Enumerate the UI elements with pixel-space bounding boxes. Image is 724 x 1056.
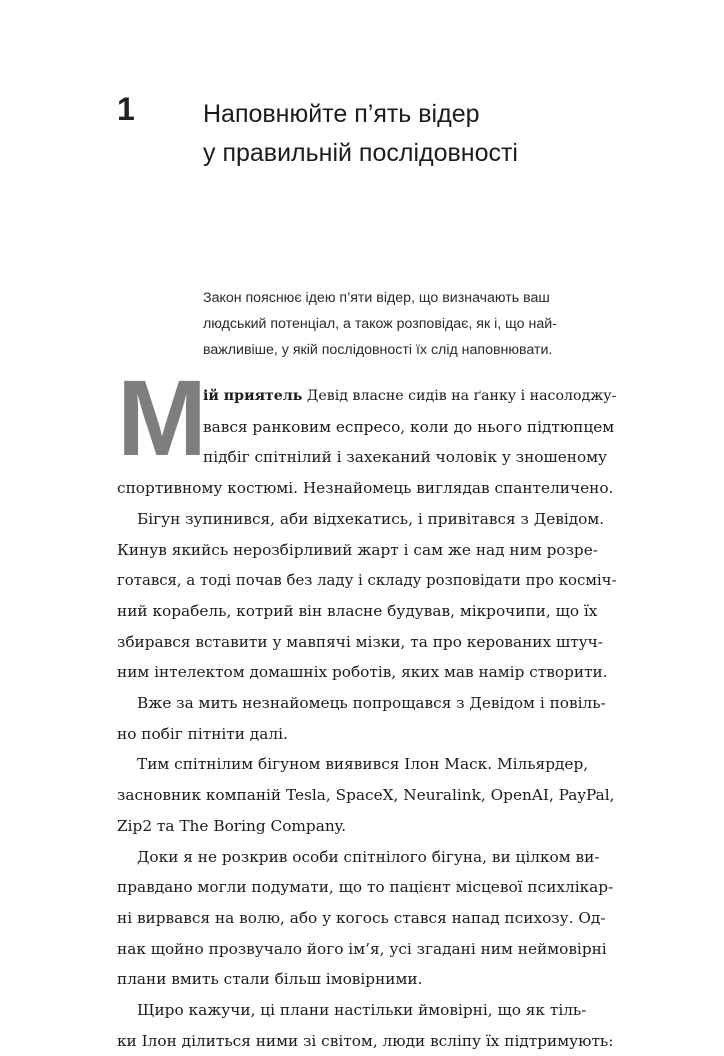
chapter-title-line: у правильній послідовності — [203, 139, 518, 167]
body-line: ні вирвався на волю, або у когось стався напад психозу. Од- — [117, 908, 606, 927]
chapter-number: 1 — [117, 91, 135, 127]
body-line: Вже за мить незнайомець попрощався з Девідом і повіль- — [137, 694, 606, 713]
body-line-text: Девід власне сидів на ґанку і насолоджу- — [302, 388, 617, 404]
body-line: Щиро кажучи, ці плани настільки ймовірні, що як тіль- — [137, 1001, 587, 1020]
body-line: підбіг спітнілий і захеканий чоловік у зношеному — [203, 448, 608, 467]
body-line: плани вмить стали більш імовірними. — [117, 970, 423, 989]
body-line: правдано могли подумати, що то пацієнт місцевої психлікар- — [117, 878, 614, 897]
epigraph-line: Закон пояснює ідею п’яти відер, що визначають ваш — [203, 290, 550, 306]
body-line: збирався вставити у мавпячі мізки, та про керованих штуч- — [117, 632, 603, 651]
body-line: Zip2 та The Boring Company. — [117, 816, 347, 835]
body-text — [117, 381, 617, 1056]
epigraph-line: важливіше, у якій послідовності їх слід наповнювати. — [203, 342, 553, 358]
body-line: засновник компаній Tesla, SpaceX, Neuralink, OpenAI, PayPal, — [117, 786, 615, 805]
body-line: Тим спітнілим бігуном виявився Ілон Маск. Мільярдер, — [137, 755, 589, 774]
body-line — [117, 381, 617, 412]
epigraph — [203, 285, 623, 363]
body-line: нак щойно прозвучало його ім’я, усі згадані ним неймовірні — [117, 939, 607, 958]
body-line: ки Ілон ділиться ними зі світом, люди всліпу їх підтримують: — [117, 1031, 614, 1050]
body-line: но побіг пітніти далі. — [117, 724, 288, 743]
body-line: ним інтелектом домашніх роботів, яких мав намір створити. — [117, 663, 608, 682]
body-line: Доки я не розкрив особи спітнілого бігуна, ви цілком ви- — [137, 847, 600, 866]
epigraph-line: людський потенціал, а також розповідає, як і, що най- — [203, 316, 557, 332]
chapter-title — [203, 95, 623, 173]
body-line: готався, а тоді почав без ладу і складу розповідати про косміч- — [117, 571, 617, 590]
body-line: ний корабель, котрий він власне будував, мікрочипи, що їх — [117, 601, 598, 620]
body-line: Кинув якийсь нерозбірливий жарт і сам же над ним розре- — [117, 540, 598, 559]
chapter-title-line: Наповнюйте п’ять відер — [203, 100, 480, 128]
drop-cap: М — [117, 357, 207, 478]
body-line: спортивному костюмі. Незнайомець виглядав спантеличено. — [117, 479, 614, 498]
body-line: вався ранковим еспресо, коли до нього підтюпцем — [203, 417, 615, 436]
lead-in-bold: ій приятель — [203, 388, 303, 404]
body-line: Бігун зупинився, аби відхекатись, і привітався з Девідом. — [137, 509, 605, 528]
